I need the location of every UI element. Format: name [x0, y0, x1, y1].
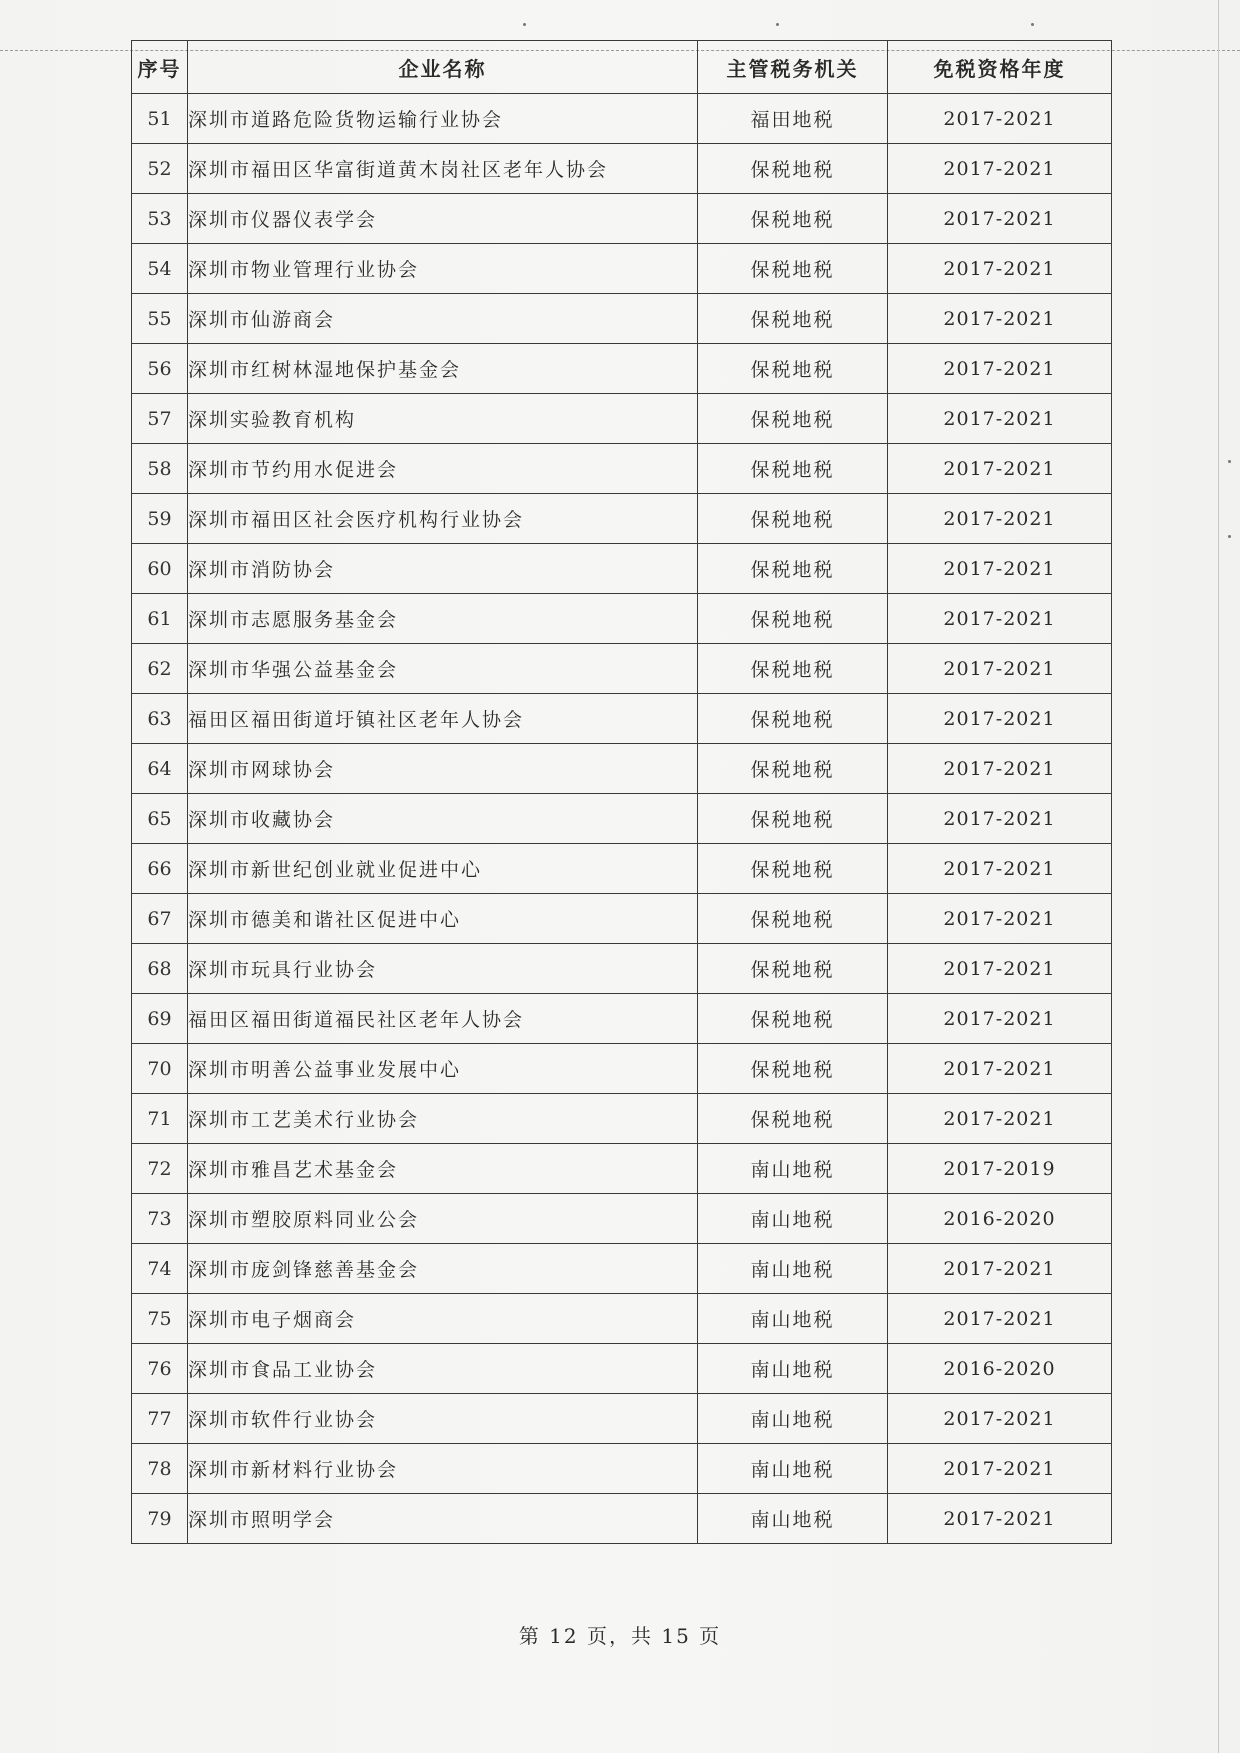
row-enterprise-name: 深圳市华强公益基金会: [188, 644, 698, 694]
row-enterprise-name: 深圳市志愿服务基金会: [188, 594, 698, 644]
table-row: [132, 844, 1112, 894]
row-tax-authority: 保税地税: [698, 1094, 888, 1144]
row-enterprise-name: 深圳市节约用水促进会: [188, 444, 698, 494]
tax-exemption-table: [131, 40, 1112, 1544]
row-tax-authority: 保税地税: [698, 494, 888, 544]
row-number: 75: [132, 1294, 188, 1344]
row-exemption-years: 2017-2021: [888, 894, 1112, 944]
row-number: 54: [132, 244, 188, 294]
row-tax-authority: 南山地税: [698, 1444, 888, 1494]
row-exemption-years: 2017-2021: [888, 1444, 1112, 1494]
row-exemption-years: 2016-2020: [888, 1194, 1112, 1244]
row-enterprise-name: 深圳市玩具行业协会: [188, 944, 698, 994]
row-tax-authority: 保税地税: [698, 594, 888, 644]
table-row: [132, 344, 1112, 394]
table-row: [132, 1444, 1112, 1494]
row-number: 66: [132, 844, 188, 894]
row-exemption-years: 2017-2021: [888, 344, 1112, 394]
table-row: [132, 144, 1112, 194]
row-number: 53: [132, 194, 188, 244]
table-row: [132, 444, 1112, 494]
table-row: [132, 294, 1112, 344]
table-row: [132, 1094, 1112, 1144]
row-tax-authority: 保税地税: [698, 544, 888, 594]
row-exemption-years: 2017-2021: [888, 1494, 1112, 1544]
table-header-row: [132, 41, 1112, 94]
row-enterprise-name: 深圳市照明学会: [188, 1494, 698, 1544]
row-enterprise-name: 深圳市收藏协会: [188, 794, 698, 844]
row-exemption-years: 2017-2021: [888, 1094, 1112, 1144]
scan-speck: [776, 23, 779, 26]
row-number: 74: [132, 1244, 188, 1294]
row-tax-authority: 南山地税: [698, 1244, 888, 1294]
row-exemption-years: 2017-2021: [888, 1244, 1112, 1294]
row-exemption-years: 2017-2021: [888, 1394, 1112, 1444]
table-body: [132, 94, 1112, 1544]
row-exemption-years: 2017-2021: [888, 194, 1112, 244]
row-exemption-years: 2017-2021: [888, 94, 1112, 144]
row-exemption-years: 2017-2021: [888, 544, 1112, 594]
row-number: 58: [132, 444, 188, 494]
table-row: [132, 1244, 1112, 1294]
row-number: 60: [132, 544, 188, 594]
row-number: 79: [132, 1494, 188, 1544]
row-number: 73: [132, 1194, 188, 1244]
row-exemption-years: 2017-2021: [888, 1294, 1112, 1344]
row-enterprise-name: 深圳市塑胶原料同业公会: [188, 1194, 698, 1244]
row-enterprise-name: 福田区福田街道圩镇社区老年人协会: [188, 694, 698, 744]
table-row: [132, 1494, 1112, 1544]
table-row: [132, 594, 1112, 644]
row-number: 63: [132, 694, 188, 744]
row-enterprise-name: 深圳市雅昌艺术基金会: [188, 1144, 698, 1194]
row-enterprise-name: 深圳市食品工业协会: [188, 1344, 698, 1394]
row-exemption-years: 2017-2021: [888, 944, 1112, 994]
scan-speck: [523, 23, 526, 26]
row-tax-authority: 保税地税: [698, 444, 888, 494]
table-row: [132, 1344, 1112, 1394]
row-enterprise-name: 深圳实验教育机构: [188, 394, 698, 444]
row-tax-authority: 保税地税: [698, 794, 888, 844]
row-tax-authority: 南山地税: [698, 1394, 888, 1444]
row-tax-authority: 保税地税: [698, 244, 888, 294]
row-enterprise-name: 福田区福田街道福民社区老年人协会: [188, 994, 698, 1044]
row-enterprise-name: 深圳市明善公益事业发展中心: [188, 1044, 698, 1094]
header-enterprise-name: 企业名称: [188, 41, 698, 94]
row-exemption-years: 2017-2021: [888, 744, 1112, 794]
row-tax-authority: 南山地税: [698, 1494, 888, 1544]
row-tax-authority: 福田地税: [698, 94, 888, 144]
row-tax-authority: 保税地税: [698, 294, 888, 344]
row-exemption-years: 2017-2021: [888, 844, 1112, 894]
row-enterprise-name: 深圳市消防协会: [188, 544, 698, 594]
row-number: 56: [132, 344, 188, 394]
row-enterprise-name: 深圳市新材料行业协会: [188, 1444, 698, 1494]
row-exemption-years: 2017-2021: [888, 794, 1112, 844]
row-number: 71: [132, 1094, 188, 1144]
row-tax-authority: 保税地税: [698, 1044, 888, 1094]
table-row: [132, 94, 1112, 144]
row-exemption-years: 2017-2021: [888, 244, 1112, 294]
table-row: [132, 944, 1112, 994]
table-row: [132, 1194, 1112, 1244]
row-exemption-years: 2017-2019: [888, 1144, 1112, 1194]
header-number: 序号: [132, 41, 188, 94]
row-tax-authority: 保税地税: [698, 894, 888, 944]
row-tax-authority: 南山地税: [698, 1344, 888, 1394]
row-tax-authority: 保税地税: [698, 394, 888, 444]
table-row: [132, 1294, 1112, 1344]
row-number: 67: [132, 894, 188, 944]
table-row: [132, 244, 1112, 294]
row-tax-authority: 保税地税: [698, 194, 888, 244]
row-exemption-years: 2017-2021: [888, 444, 1112, 494]
row-enterprise-name: 深圳市福田区华富街道黄木岗社区老年人协会: [188, 144, 698, 194]
row-tax-authority: 保税地税: [698, 344, 888, 394]
table-row: [132, 1144, 1112, 1194]
row-number: 61: [132, 594, 188, 644]
table-row: [132, 994, 1112, 1044]
row-number: 59: [132, 494, 188, 544]
row-number: 62: [132, 644, 188, 694]
scan-speck: [1031, 23, 1034, 26]
row-number: 51: [132, 94, 188, 144]
row-number: 55: [132, 294, 188, 344]
table-row: [132, 694, 1112, 744]
table-row: [132, 544, 1112, 594]
row-tax-authority: 南山地税: [698, 1294, 888, 1344]
row-enterprise-name: 深圳市新世纪创业就业促进中心: [188, 844, 698, 894]
row-number: 57: [132, 394, 188, 444]
row-exemption-years: 2017-2021: [888, 644, 1112, 694]
row-number: 76: [132, 1344, 188, 1394]
scan-artifact-edge: [1218, 0, 1219, 1753]
scan-speck: [1228, 535, 1231, 538]
row-exemption-years: 2017-2021: [888, 494, 1112, 544]
table-row: [132, 744, 1112, 794]
row-number: 78: [132, 1444, 188, 1494]
row-number: 52: [132, 144, 188, 194]
row-enterprise-name: 深圳市道路危险货物运输行业协会: [188, 94, 698, 144]
row-enterprise-name: 深圳市电子烟商会: [188, 1294, 698, 1344]
row-enterprise-name: 深圳市工艺美术行业协会: [188, 1094, 698, 1144]
row-exemption-years: 2016-2020: [888, 1344, 1112, 1394]
table-row: [132, 794, 1112, 844]
row-enterprise-name: 深圳市福田区社会医疗机构行业协会: [188, 494, 698, 544]
row-enterprise-name: 深圳市仪器仪表学会: [188, 194, 698, 244]
header-tax-authority: 主管税务机关: [698, 41, 888, 94]
row-tax-authority: 保税地税: [698, 944, 888, 994]
table-row: [132, 494, 1112, 544]
row-enterprise-name: 深圳市物业管理行业协会: [188, 244, 698, 294]
table-row: [132, 644, 1112, 694]
row-exemption-years: 2017-2021: [888, 144, 1112, 194]
row-tax-authority: 保税地税: [698, 744, 888, 794]
row-exemption-years: 2017-2021: [888, 294, 1112, 344]
scan-speck: [1228, 460, 1231, 463]
row-tax-authority: 保税地税: [698, 994, 888, 1044]
row-number: 72: [132, 1144, 188, 1194]
row-number: 70: [132, 1044, 188, 1094]
table-row: [132, 394, 1112, 444]
row-number: 65: [132, 794, 188, 844]
row-number: 69: [132, 994, 188, 1044]
row-enterprise-name: 深圳市仙游商会: [188, 294, 698, 344]
row-number: 77: [132, 1394, 188, 1444]
row-enterprise-name: 深圳市软件行业协会: [188, 1394, 698, 1444]
page-number-footer: 第 12 页，共 15 页: [518, 1624, 722, 1648]
row-exemption-years: 2017-2021: [888, 594, 1112, 644]
row-tax-authority: 保税地税: [698, 694, 888, 744]
row-tax-authority: 南山地税: [698, 1194, 888, 1244]
row-tax-authority: 保税地税: [698, 644, 888, 694]
row-enterprise-name: 深圳市网球协会: [188, 744, 698, 794]
table-row: [132, 194, 1112, 244]
row-enterprise-name: 深圳市红树林湿地保护基金会: [188, 344, 698, 394]
header-exemption-years: 免税资格年度: [888, 41, 1112, 94]
row-exemption-years: 2017-2021: [888, 1044, 1112, 1094]
table-row: [132, 1044, 1112, 1094]
row-enterprise-name: 深圳市庞剑锋慈善基金会: [188, 1244, 698, 1294]
row-enterprise-name: 深圳市德美和谐社区促进中心: [188, 894, 698, 944]
table-row: [132, 894, 1112, 944]
row-tax-authority: 保税地税: [698, 144, 888, 194]
table-row: [132, 1394, 1112, 1444]
row-number: 64: [132, 744, 188, 794]
row-exemption-years: 2017-2021: [888, 694, 1112, 744]
row-exemption-years: 2017-2021: [888, 994, 1112, 1044]
row-tax-authority: 南山地税: [698, 1144, 888, 1194]
row-number: 68: [132, 944, 188, 994]
row-tax-authority: 保税地税: [698, 844, 888, 894]
row-exemption-years: 2017-2021: [888, 394, 1112, 444]
